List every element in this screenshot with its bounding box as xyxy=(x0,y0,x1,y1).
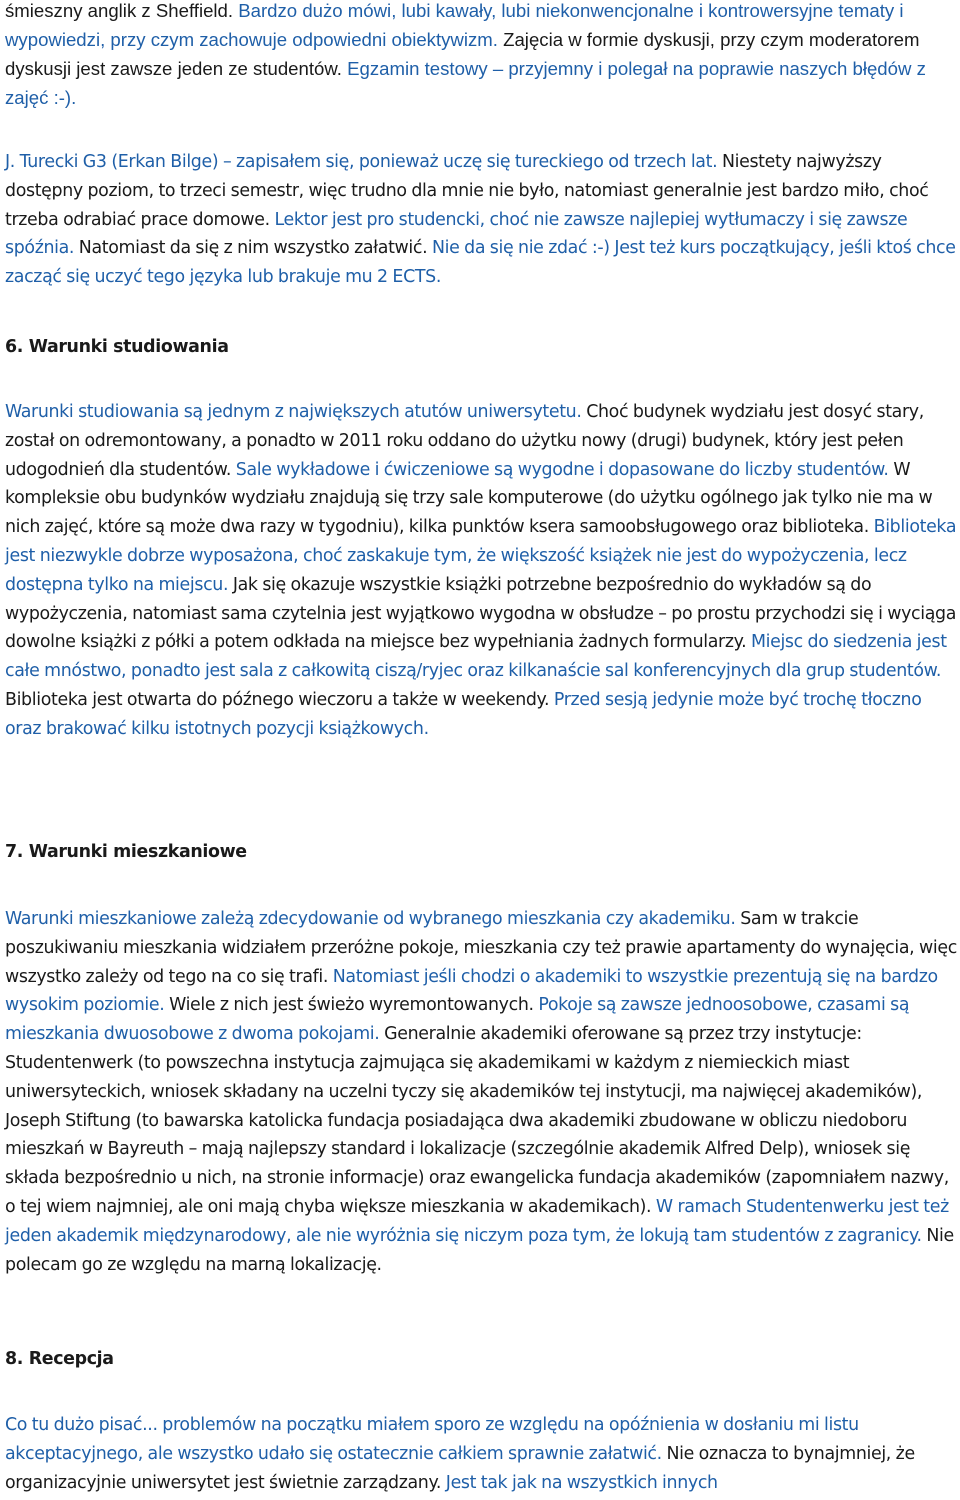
sentence: Przed sesją jedynie może być trochę tłoczno oraz brakować kilku istotnych pozycji książkowych. xyxy=(5,689,922,739)
section-number: 8. xyxy=(5,1349,24,1369)
sentence: Sam w trakcie poszukiwaniu mieszkania widziałem przeróżne pokoje, mieszkania czy też prawie apartamenty do wynajęcia, więc wszystko zależy od tego na co się trafi. xyxy=(5,909,957,987)
sentence: Warunki studiowania są jednym z największych atutów uniwersytetu. xyxy=(5,402,582,422)
paragraph-turecki xyxy=(5,148,957,292)
section-heading-warunki-studiowania xyxy=(5,333,229,362)
sentence: Biblioteka jest otwarta do późnego wieczoru a także w weekendy. xyxy=(5,689,550,710)
sentence: Nie da się nie zdać :-) Jest też kurs początkujący, jeśli ktoś chce zacząć się uczyć tego języka lub brakuje mu 2 ECTS. xyxy=(5,238,956,288)
sentence: Egzamin testowy – przyjemny i polegał na poprawie naszych błędów z zajęć :-). xyxy=(5,58,926,108)
sentence: W ramach Studentenwerku jest też jeden akademik międzynarodowy, ale nie wyróżnia się niczym poza tym, że lokują tam studentów z zagranicy. xyxy=(5,1196,949,1246)
paragraph-recepcja xyxy=(5,1411,957,1497)
paragraph-warunki-studiowania xyxy=(5,398,957,744)
paragraph-intro xyxy=(5,0,957,112)
sentence: Wiele z nich jest świeżo wyremontowanych. xyxy=(169,995,534,1016)
sentence: Biblioteka jest niezwykle dobrze wyposażona, choć zaskakuje tym, że większość książek nie jest do wypożyczenia, lecz dostępna tylko na miejscu. xyxy=(5,517,957,595)
sentence: Jak się okazuje wszystkie książki potrzebne bezpośrednio do wykładów są do wypożyczenia, natomiast sama czytelnia jest wyjątkowo wygodna w obsłudze – po prostu przychodzi się i wyciąga dowolne książki z półki a potem odkłada na miejsce bez wypełniania żadnych formularzy. xyxy=(5,574,957,653)
sentence: Zajęcia w formie dyskusji, przy czym moderatorem dyskusji jest zawsze jeden ze studentów. xyxy=(5,29,920,79)
section-heading-warunki-mieszkaniowe xyxy=(5,838,247,867)
sentence: Warunki mieszkaniowe zależą zdecydowanie od wybranego mieszkania czy akademiku. xyxy=(5,909,736,929)
section-title: Warunki mieszkaniowe xyxy=(28,842,247,862)
section-title: Recepcja xyxy=(28,1349,114,1369)
sentence: Jest tak jak na wszystkich innych xyxy=(445,1472,718,1493)
sentence: Niestety najwyższy dostępny poziom, to trzeci semestr, więc trudno dla mnie nie było, natomiast generalnie jest bardzo miło, choć trzeba odrabiać prace domowe. xyxy=(5,152,929,230)
sentence: Sale wykładowe i ćwiczeniowe są wygodne i dopasowane do liczby studentów. xyxy=(235,459,889,480)
sentence: Nie polecam go ze względu na marną lokalizację. xyxy=(5,1225,954,1275)
sentence: Lektor jest pro studencki, choć nie zawsze najlepiej wytłumaczy i się zawsze spóźnia. xyxy=(5,209,908,259)
sentence: Choć budynek wydziału jest dosyć stary, został on odremontowany, a ponadto w 2011 roku oddano do użytku nowy (drugi) budynek, który jest pełen udogodnień dla studentów. xyxy=(5,402,924,480)
section-heading-recepcja xyxy=(5,1345,114,1374)
sentence: śmieszny anglik z Sheffield. xyxy=(5,0,234,21)
sentence: Pokoje są zawsze jednoosobowe, czasami są mieszkania dwuosobowe z dwoma pokojami. xyxy=(5,995,910,1045)
sentence: Generalnie akademiki oferowane są przez trzy instytucje: Studentenwerk (to powszechna instytucja zajmująca się akademikami w każdym z niemieckich miast uniwersyteckich, wniosek składany na uczelni tyczy się akademików tej instytucji, ma najwięcej akademików), Joseph Stiftung (to bawarska katolicka fundacja posiadająca dwa akademiki zbudowane w obliczu niedoboru mieszkań w Bayreuth – mają najlepszy standard i lokalizacje (szczególnie akademik Alfred Delp), wniosek się składa bezpośrednio u nich, na stronie informacje) oraz ewangelicka fundacja akademików (zapomniałem nazwy, o tej wiem najmniej, ale oni mają chyba większe mieszkania w akademikach). xyxy=(5,1024,949,1217)
sentence: Natomiast jeśli chodzi o akademiki to wszystkie prezentują się na bardzo wysokim poziomie. xyxy=(5,966,938,1016)
sentence: Miejsc do siedzenia jest całe mnóstwo, ponadto jest sala z całkowitą ciszą/ryjec oraz kilkanaście sal konferencyjnych dla grup studentów. xyxy=(5,632,947,682)
section-number: 7. xyxy=(5,842,24,862)
sentence: Natomiast da się z nim wszystko załatwić. xyxy=(78,238,428,259)
section-number: 6. xyxy=(5,337,24,357)
sentence: Bardzo dużo mówi, lubi kawały, lubi niekonwencjonalne i kontrowersyjne tematy i wypowiedzi, przy czym zachowuje odpowiedni obiektywizm. xyxy=(5,0,904,50)
section-title: Warunki studiowania xyxy=(28,337,229,357)
paragraph-warunki-mieszkaniowe xyxy=(5,905,957,1279)
sentence: W kompleksie obu budynków wydziału znajdują się trzy sale komputerowe (do użytku ogólnego jak tylko nie ma w nich zajęć, które są może dwa razy w tygodniu), kilka punktów ksera samoobsługowego oraz biblioteka. xyxy=(5,459,933,538)
sentence: Co tu dużo pisać... problemów na początku miałem sporo ze względu na opóźnienia w dosłaniu mi listu akceptacyjnego, ale wszystko udało się ostatecznie całkiem sprawnie załatwić. xyxy=(5,1415,859,1464)
sentence: Nie oznacza to bynajmniej, że organizacyjnie uniwersytet jest świetnie zarządzany. xyxy=(5,1443,915,1493)
sentence: J. Turecki G3 (Erkan Bilge) – zapisałem się, ponieważ uczę się tureckiego od trzech lat. xyxy=(5,152,718,172)
